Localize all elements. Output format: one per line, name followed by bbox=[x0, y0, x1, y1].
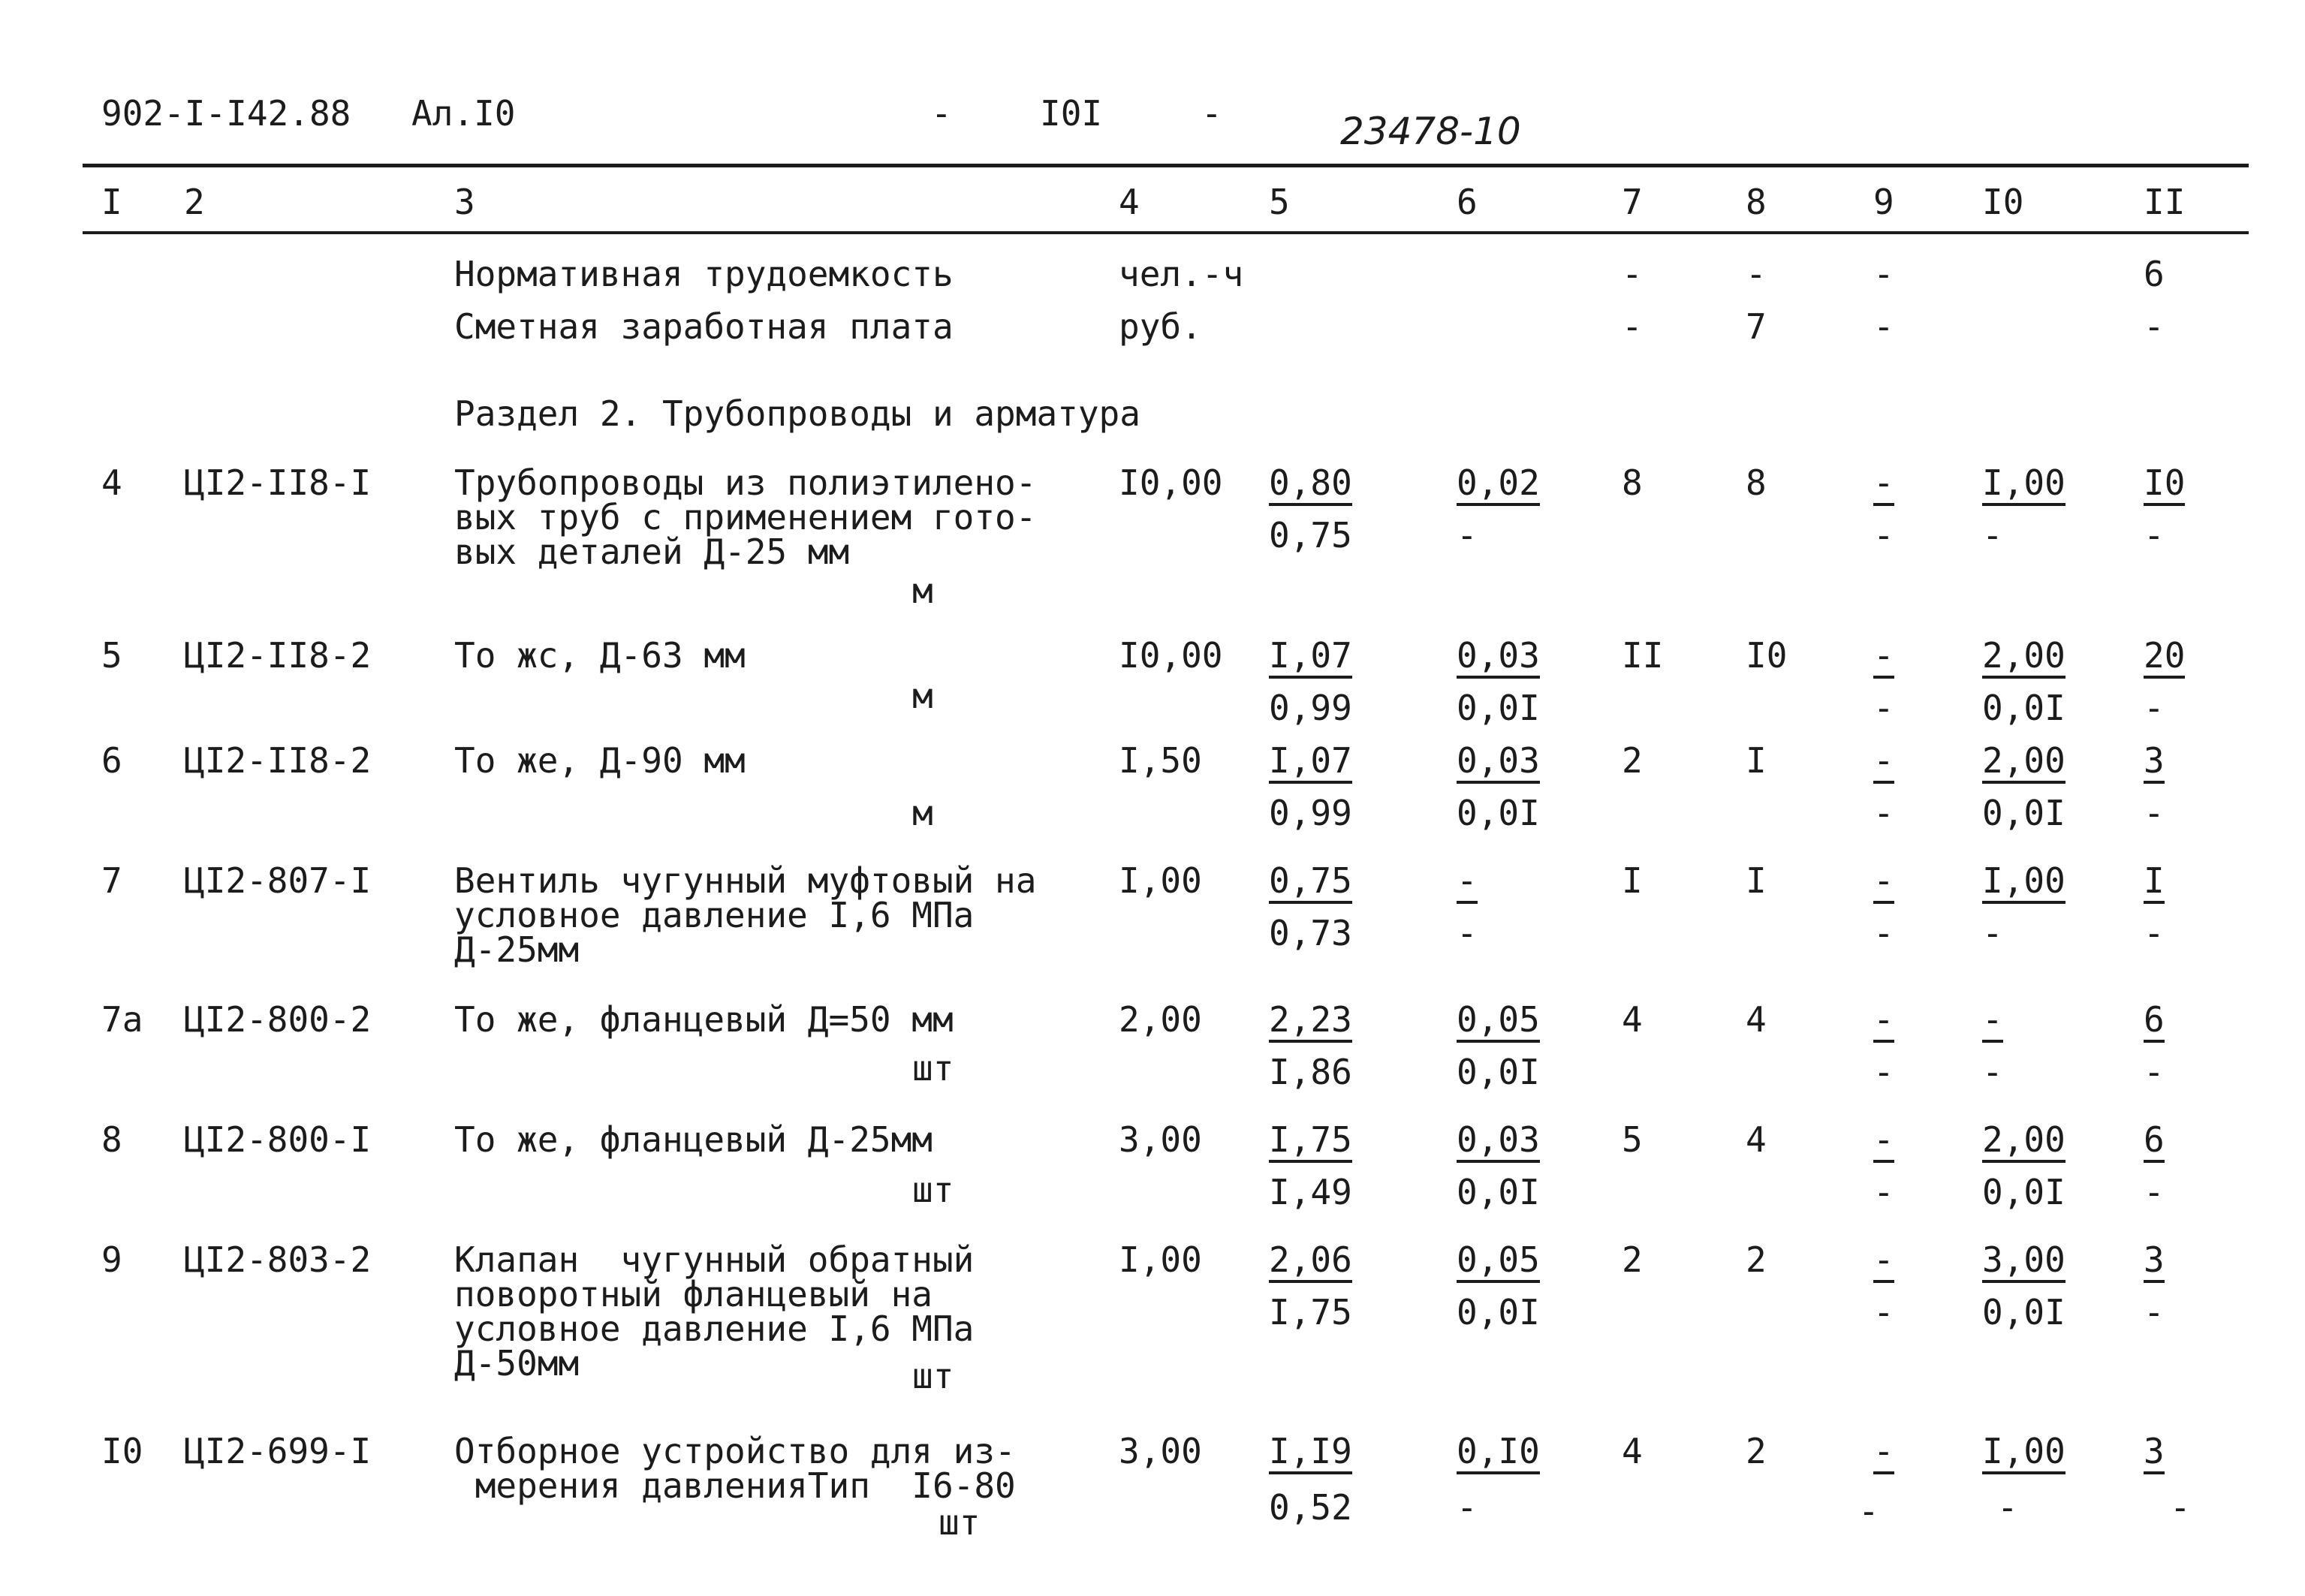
col8-value: 4 bbox=[1746, 999, 1767, 1040]
col-header-11: II bbox=[2144, 182, 2186, 222]
col10-top-value: - bbox=[1982, 1002, 2003, 1043]
row-code: ЦI2-II8-2 bbox=[184, 740, 372, 781]
col7-value: I bbox=[1622, 860, 1643, 901]
col8-value: 4 bbox=[1746, 1119, 1767, 1160]
col-header-9: 9 bbox=[1873, 182, 1894, 222]
col10-bottom-value: - bbox=[1997, 1487, 2018, 1528]
col9-top-value: - bbox=[1873, 1434, 1894, 1474]
col6-top-value: 0,I0 bbox=[1457, 1434, 1540, 1474]
row-description: То же, фланцевый Д-25мм bbox=[454, 1119, 933, 1160]
col5-bottom-value: I,86 bbox=[1269, 1052, 1352, 1092]
summary-c8: 7 bbox=[1746, 306, 1767, 347]
header-bottom-rule bbox=[83, 231, 2249, 234]
col11-top-value: I bbox=[2144, 863, 2165, 904]
row-quantity: I,00 bbox=[1119, 860, 1202, 901]
col-header-3: 3 bbox=[454, 182, 475, 222]
row-description: То же, фланцевый Д=50 мм bbox=[454, 999, 954, 1040]
col11-bottom-value: - bbox=[2144, 913, 2165, 953]
col6-top-value: 0,02 bbox=[1457, 465, 1540, 506]
col10-bottom-value: - bbox=[1982, 515, 2003, 556]
col8-value: I bbox=[1746, 860, 1767, 901]
col11-bottom-value: - bbox=[2144, 688, 2165, 728]
col9-bottom-value: - bbox=[1873, 688, 1894, 728]
col10-top-value: I,00 bbox=[1982, 465, 2065, 506]
col6-bottom-value: 0,0I bbox=[1457, 1052, 1540, 1092]
col7-value: 2 bbox=[1622, 1239, 1643, 1280]
col9-top-value: - bbox=[1873, 465, 1894, 506]
summary-unit: чел.-ч bbox=[1119, 254, 1244, 294]
col11-bottom-value: - bbox=[2170, 1487, 2191, 1528]
row-quantity: I0,00 bbox=[1119, 462, 1223, 503]
summary-c7: - bbox=[1622, 254, 1643, 294]
row-number: 6 bbox=[101, 740, 122, 781]
row-code: ЦI2-800-I bbox=[184, 1119, 372, 1160]
row-unit: м bbox=[912, 793, 933, 833]
col6-bottom-value: 0,0I bbox=[1457, 1292, 1540, 1333]
col11-top-value: 20 bbox=[2144, 638, 2185, 679]
col5-bottom-value: 0,73 bbox=[1269, 913, 1352, 953]
col-header-7: 7 bbox=[1622, 182, 1643, 222]
col9-bottom-value: - bbox=[1873, 1292, 1894, 1333]
col10-bottom-value: 0,0I bbox=[1982, 793, 2065, 833]
col5-top-value: 0,75 bbox=[1269, 863, 1352, 904]
col10-bottom-value: - bbox=[1982, 913, 2003, 953]
col11-top-value: I0 bbox=[2144, 465, 2185, 506]
row-unit: шт bbox=[912, 1048, 954, 1089]
col9-top-value: - bbox=[1873, 638, 1894, 679]
row-description: То же, Д-90 мм bbox=[454, 740, 746, 781]
row-quantity: 3,00 bbox=[1119, 1119, 1202, 1160]
row-unit: м bbox=[912, 571, 933, 611]
col5-top-value: 0,80 bbox=[1269, 465, 1352, 506]
col5-bottom-value: 0,99 bbox=[1269, 688, 1352, 728]
col6-top-value: 0,05 bbox=[1457, 1242, 1540, 1283]
row-quantity: I0,00 bbox=[1119, 635, 1223, 676]
col5-top-value: 2,23 bbox=[1269, 1002, 1352, 1043]
row-number: I0 bbox=[101, 1431, 143, 1471]
col8-value: I bbox=[1746, 740, 1767, 781]
col7-value: II bbox=[1622, 635, 1664, 676]
col8-value: I0 bbox=[1746, 635, 1788, 676]
col7-value: 5 bbox=[1622, 1119, 1643, 1160]
row-unit: м bbox=[912, 676, 933, 716]
table-top-rule bbox=[83, 164, 2249, 167]
col10-top-value: 2,00 bbox=[1982, 743, 2065, 784]
summary-c8: - bbox=[1746, 254, 1767, 294]
summary-c9: - bbox=[1873, 306, 1894, 347]
col-header-4: 4 bbox=[1119, 182, 1140, 222]
col-header-1: I bbox=[101, 182, 122, 222]
row-quantity: I,00 bbox=[1119, 1239, 1202, 1280]
col11-top-value: 3 bbox=[2144, 743, 2165, 784]
row-quantity: 2,00 bbox=[1119, 999, 1202, 1040]
col5-bottom-value: I,49 bbox=[1269, 1172, 1352, 1212]
col11-top-value: 6 bbox=[2144, 1122, 2165, 1163]
col9-bottom-value: - bbox=[1858, 1491, 1879, 1531]
col8-value: 2 bbox=[1746, 1431, 1767, 1471]
col5-bottom-value: 0,52 bbox=[1269, 1487, 1352, 1528]
col-header-6: 6 bbox=[1457, 182, 1478, 222]
col11-bottom-value: - bbox=[2144, 1172, 2165, 1212]
row-unit: шт bbox=[912, 1356, 954, 1396]
col7-value: 2 bbox=[1622, 740, 1643, 781]
handwritten-number: 23478-10 bbox=[1340, 110, 1521, 153]
col8-value: 2 bbox=[1746, 1239, 1767, 1280]
row-number: 8 bbox=[101, 1119, 122, 1160]
col7-value: 4 bbox=[1622, 1431, 1643, 1471]
col9-bottom-value: - bbox=[1873, 515, 1894, 556]
header-dash-right: - bbox=[1201, 93, 1222, 134]
col11-bottom-value: - bbox=[2144, 793, 2165, 833]
col6-top-value: 0,03 bbox=[1457, 638, 1540, 679]
col5-bottom-value: I,75 bbox=[1269, 1292, 1352, 1333]
col9-bottom-value: - bbox=[1873, 913, 1894, 953]
col9-top-value: - bbox=[1873, 1002, 1894, 1043]
col10-top-value: 2,00 bbox=[1982, 638, 2065, 679]
col9-top-value: - bbox=[1873, 1122, 1894, 1163]
col10-bottom-value: 0,0I bbox=[1982, 1172, 2065, 1212]
row-code: ЦI2-699-I bbox=[184, 1431, 372, 1471]
col6-bottom-value: 0,0I bbox=[1457, 1172, 1540, 1212]
row-number: 7а bbox=[101, 999, 143, 1040]
col10-bottom-value: 0,0I bbox=[1982, 1292, 2065, 1333]
col11-top-value: 3 bbox=[2144, 1242, 2165, 1283]
row-number: 5 bbox=[101, 635, 122, 676]
row-code: ЦI2-II8-2 bbox=[184, 635, 372, 676]
col10-top-value: 2,00 bbox=[1982, 1122, 2065, 1163]
col7-value: 8 bbox=[1622, 462, 1643, 503]
col9-bottom-value: - bbox=[1873, 793, 1894, 833]
row-description: То жс, Д-63 мм bbox=[454, 635, 746, 676]
col6-top-value: 0,03 bbox=[1457, 1122, 1540, 1163]
header-dash-left: - bbox=[931, 93, 952, 134]
col11-top-value: 6 bbox=[2144, 1002, 2165, 1043]
col6-top-value: 0,03 bbox=[1457, 743, 1540, 784]
row-unit: шт bbox=[939, 1502, 981, 1543]
row-code: ЦI2-800-2 bbox=[184, 999, 372, 1040]
col11-bottom-value: - bbox=[2144, 1292, 2165, 1333]
row-quantity: 3,00 bbox=[1119, 1431, 1202, 1471]
document-code: 902-I-I42.88 bbox=[101, 93, 351, 134]
row-unit: шт bbox=[912, 1170, 954, 1210]
summary-name: Нормативная трудоемкость bbox=[454, 254, 954, 294]
row-code: ЦI2-II8-I bbox=[184, 462, 372, 503]
col8-value: 8 bbox=[1746, 462, 1767, 503]
summary-c9: - bbox=[1873, 254, 1894, 294]
row-description: Вентиль чугунный муфтовый на условное давление I,6 МПа Д-25мм bbox=[454, 860, 1037, 970]
row-description: Клапан чугунный обратный поворотный фланцевый на условное давление I,6 МПа Д-50мм bbox=[454, 1239, 975, 1384]
summary-c11: 6 bbox=[2144, 254, 2165, 294]
page-number: I0I bbox=[1040, 93, 1103, 134]
col6-bottom-value: 0,0I bbox=[1457, 688, 1540, 728]
col6-top-value: 0,05 bbox=[1457, 1002, 1540, 1043]
col-header-2: 2 bbox=[184, 182, 205, 222]
col-header-5: 5 bbox=[1269, 182, 1290, 222]
col10-bottom-value: 0,0I bbox=[1982, 688, 2065, 728]
row-number: 4 bbox=[101, 462, 122, 503]
col6-bottom-value: - bbox=[1457, 1487, 1478, 1528]
col6-bottom-value: - bbox=[1457, 515, 1478, 556]
summary-c11: - bbox=[2144, 306, 2165, 347]
summary-unit: руб. bbox=[1119, 306, 1202, 347]
col9-top-value: - bbox=[1873, 743, 1894, 784]
col10-bottom-value: - bbox=[1982, 1052, 2003, 1092]
col11-bottom-value: - bbox=[2144, 1052, 2165, 1092]
row-code: ЦI2-807-I bbox=[184, 860, 372, 901]
col10-top-value: I,00 bbox=[1982, 863, 2065, 904]
row-number: 9 bbox=[101, 1239, 122, 1280]
row-description: Трубопроводы из полиэтилено- вых труб с применением гото- вых деталей Д-25 мм bbox=[454, 462, 1037, 572]
col5-top-value: I,I9 bbox=[1269, 1434, 1352, 1474]
col7-value: 4 bbox=[1622, 999, 1643, 1040]
col6-bottom-value: - bbox=[1457, 913, 1478, 953]
col-header-8: 8 bbox=[1746, 182, 1767, 222]
summary-c7: - bbox=[1622, 306, 1643, 347]
col10-top-value: I,00 bbox=[1982, 1434, 2065, 1474]
col6-bottom-value: 0,0I bbox=[1457, 793, 1540, 833]
col9-bottom-value: - bbox=[1873, 1052, 1894, 1092]
col9-top-value: - bbox=[1873, 863, 1894, 904]
summary-name: Сметная заработная плата bbox=[454, 306, 954, 347]
section-title: Раздел 2. Трубопроводы и арматура bbox=[454, 393, 1140, 434]
col-header-10: I0 bbox=[1982, 182, 2024, 222]
col5-bottom-value: 0,99 bbox=[1269, 793, 1352, 833]
col9-bottom-value: - bbox=[1873, 1172, 1894, 1212]
col11-top-value: 3 bbox=[2144, 1434, 2165, 1474]
row-code: ЦI2-803-2 bbox=[184, 1239, 372, 1280]
row-number: 7 bbox=[101, 860, 122, 901]
col9-top-value: - bbox=[1873, 1242, 1894, 1283]
col5-top-value: 2,06 bbox=[1269, 1242, 1352, 1283]
col10-top-value: 3,00 bbox=[1982, 1242, 2065, 1283]
col5-bottom-value: 0,75 bbox=[1269, 515, 1352, 556]
col6-top-value: - bbox=[1457, 863, 1478, 904]
col5-top-value: I,75 bbox=[1269, 1122, 1352, 1163]
row-description: Отборное устройство для из- мерения давленияТип I6-80 bbox=[454, 1431, 1016, 1506]
sheet-number: Ал.I0 bbox=[411, 93, 516, 134]
col5-top-value: I,07 bbox=[1269, 743, 1352, 784]
col5-top-value: I,07 bbox=[1269, 638, 1352, 679]
col11-bottom-value: - bbox=[2144, 515, 2165, 556]
row-quantity: I,50 bbox=[1119, 740, 1202, 781]
